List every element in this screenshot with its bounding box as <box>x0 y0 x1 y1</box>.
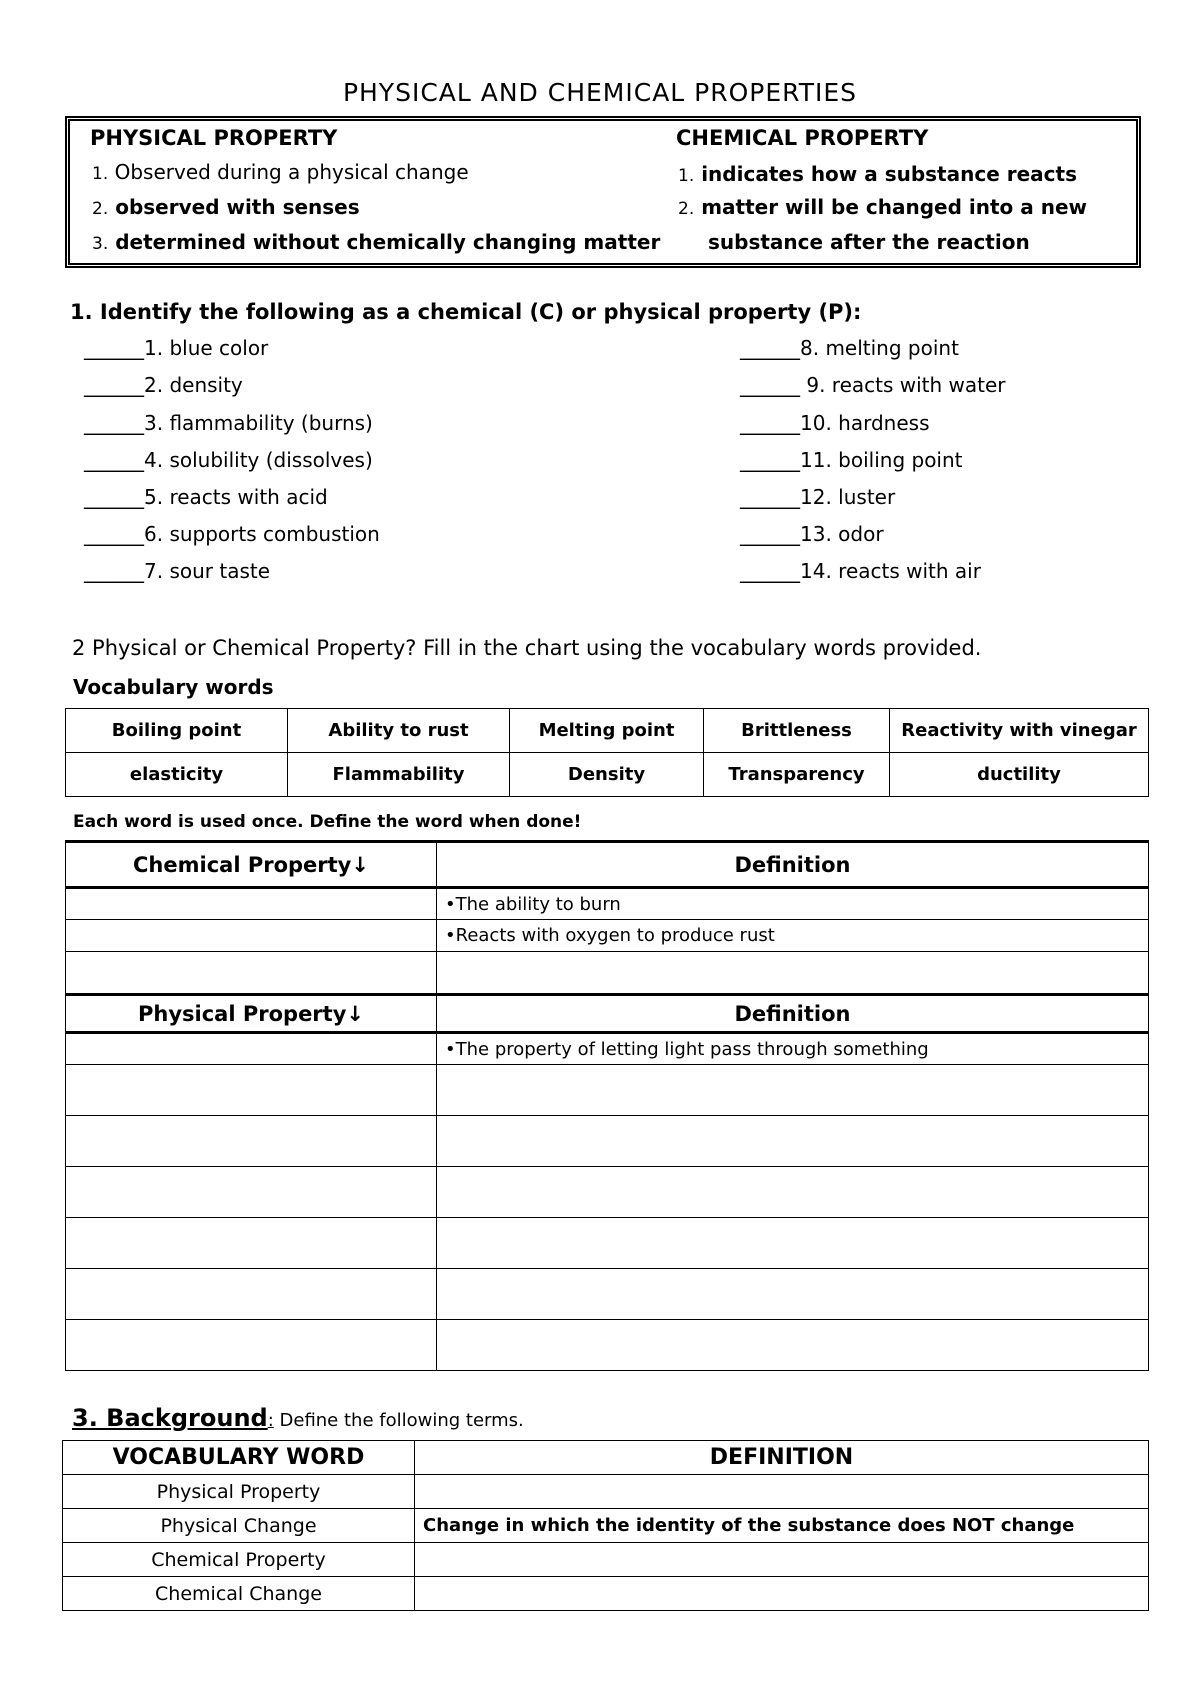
definition-cell[interactable] <box>437 1116 1149 1167</box>
physical-property-cell[interactable] <box>66 1167 437 1218</box>
table-row <box>66 1065 1149 1116</box>
vocabulary-word-cell: Chemical Property <box>63 1543 415 1577</box>
question-2-heading: 2 Physical or Chemical Property? Fill in the chart using the vocabulary words provided. <box>72 636 982 660</box>
instruction-text: Each word is used once. Define the word when done! <box>73 812 582 832</box>
vocab-cell: Melting point <box>510 709 704 753</box>
physical-item <box>92 230 660 254</box>
definition-cell[interactable] <box>437 1065 1149 1116</box>
chemical-header-row <box>66 842 1149 888</box>
chemical-property-heading: CHEMICAL PROPERTY <box>676 126 929 150</box>
table-row <box>66 1033 1149 1065</box>
definition-cell[interactable] <box>415 1475 1149 1509</box>
q1-item-1[interactable]: ______1. blue color <box>84 336 269 360</box>
vocabulary-label: Vocabulary words <box>73 675 274 699</box>
table-row <box>66 888 1149 920</box>
chemical-item <box>708 230 1030 254</box>
chemical-property-cell[interactable] <box>66 888 437 920</box>
physical-property-cell[interactable] <box>66 1269 437 1320</box>
table-row <box>66 1218 1149 1269</box>
table-row <box>63 1577 1149 1611</box>
vocabulary-row <box>66 753 1149 797</box>
q1-item-8[interactable]: ______8. melting point <box>740 336 959 360</box>
vocab-cell: Brittleness <box>704 709 890 753</box>
definition-header: Definition <box>437 995 1149 1033</box>
definition-cell[interactable] <box>437 1320 1149 1371</box>
table-row <box>66 1269 1149 1320</box>
vocab-cell: Transparency <box>704 753 890 797</box>
item-number: 3. <box>92 234 109 254</box>
item-number: 1. <box>678 166 695 186</box>
background-table <box>62 1440 1149 1611</box>
physical-property-heading: PHYSICAL PROPERTY <box>90 126 338 150</box>
q1-item-6[interactable]: ______6. supports combustion <box>84 522 380 546</box>
vocabulary-row <box>66 709 1149 753</box>
vocab-cell: Density <box>510 753 704 797</box>
definition-cell[interactable] <box>437 1269 1149 1320</box>
definition-cell[interactable] <box>415 1577 1149 1611</box>
chemical-property-cell[interactable] <box>66 920 437 952</box>
q1-item-2[interactable]: ______2. density <box>84 373 243 397</box>
physical-property-header: Physical Property↓ <box>66 995 437 1033</box>
definition-cell[interactable] <box>437 1167 1149 1218</box>
q1-item-9[interactable]: ______ 9. reacts with water <box>740 373 1006 397</box>
physical-property-cell[interactable] <box>66 1065 437 1116</box>
vocab-cell: Ability to rust <box>288 709 510 753</box>
vocabulary-word-header: VOCABULARY WORD <box>63 1441 415 1475</box>
definition-cell[interactable] <box>437 952 1149 995</box>
chemical-item <box>678 162 1077 186</box>
table-row <box>63 1509 1149 1543</box>
q1-item-11[interactable]: ______11. boiling point <box>740 448 963 472</box>
table-row <box>66 1167 1149 1218</box>
definition-cell[interactable]: •The ability to burn <box>437 888 1149 920</box>
q1-item-4[interactable]: ______4. solubility (dissolves) <box>84 448 373 472</box>
vocabulary-word-cell: Physical Property <box>63 1475 415 1509</box>
definition-cell[interactable]: •Reacts with oxygen to produce rust <box>437 920 1149 952</box>
question-3-heading <box>72 1404 524 1432</box>
background-instruction: Define the following terms. <box>273 1410 524 1431</box>
physical-property-cell[interactable] <box>66 1320 437 1371</box>
physical-property-cell[interactable] <box>66 1116 437 1167</box>
page-title: PHYSICAL AND CHEMICAL PROPERTIES <box>342 78 858 107</box>
item-text: matter will be changed into a new <box>701 195 1087 219</box>
background-colon: : <box>267 1410 274 1431</box>
q1-item-10[interactable]: ______10. hardness <box>740 411 930 435</box>
definition-header: DEFINITION <box>415 1441 1149 1475</box>
physical-property-cell[interactable] <box>66 1218 437 1269</box>
table-row <box>66 1320 1149 1371</box>
item-text: observed with senses <box>115 195 360 219</box>
item-text: Observed during a physical change <box>114 160 469 184</box>
definition-cell[interactable]: •The property of letting light pass through something <box>437 1033 1149 1065</box>
item-number: 1. <box>92 164 109 184</box>
table-row <box>63 1475 1149 1509</box>
vocab-cell: elasticity <box>66 753 288 797</box>
chemical-property-cell[interactable] <box>66 952 437 995</box>
vocab-cell: Boiling point <box>66 709 288 753</box>
physical-item <box>92 160 469 184</box>
vocabulary-word-cell: Chemical Change <box>63 1577 415 1611</box>
chemical-property-header: Chemical Property↓ <box>66 842 437 888</box>
vocabulary-word-cell: Physical Change <box>63 1509 415 1543</box>
physical-item <box>92 195 360 219</box>
vocab-cell: ductility <box>890 753 1149 797</box>
definition-header: Definition <box>437 842 1149 888</box>
table-row <box>63 1543 1149 1577</box>
q1-item-7[interactable]: ______7. sour taste <box>84 559 271 583</box>
physical-header-row <box>66 995 1149 1033</box>
vocabulary-table <box>65 708 1149 797</box>
table-row <box>66 1116 1149 1167</box>
table-row <box>66 952 1149 995</box>
item-number: 2. <box>92 199 109 219</box>
physical-property-cell[interactable] <box>66 1033 437 1065</box>
q1-item-14[interactable]: ______14. reacts with air <box>740 559 981 583</box>
item-number: 2. <box>678 199 695 219</box>
property-definition-table <box>65 840 1149 1371</box>
vocab-cell: Flammability <box>288 753 510 797</box>
q1-item-5[interactable]: ______5. reacts with acid <box>84 485 328 509</box>
chemical-item <box>678 195 1087 219</box>
definition-cell[interactable]: Change in which the identity of the substance does NOT change <box>415 1509 1149 1543</box>
definition-cell[interactable] <box>415 1543 1149 1577</box>
background-heading: 3. Background <box>72 1404 268 1432</box>
q1-item-3[interactable]: ______3. flammability (burns) <box>84 411 373 435</box>
vocab-cell: Reactivity with vinegar <box>890 709 1149 753</box>
definition-cell[interactable] <box>437 1218 1149 1269</box>
item-text: substance after the reaction <box>708 230 1030 254</box>
table-row <box>66 920 1149 952</box>
item-text: determined without chemically changing matter <box>115 230 661 254</box>
background-header-row <box>63 1441 1149 1475</box>
q1-item-12[interactable]: ______12. luster <box>740 485 896 509</box>
item-text: indicates how a substance reacts <box>701 162 1077 186</box>
question-1-heading: 1. Identify the following as a chemical (C) or physical property (P): <box>70 300 862 324</box>
q1-item-13[interactable]: ______13. odor <box>740 522 884 546</box>
